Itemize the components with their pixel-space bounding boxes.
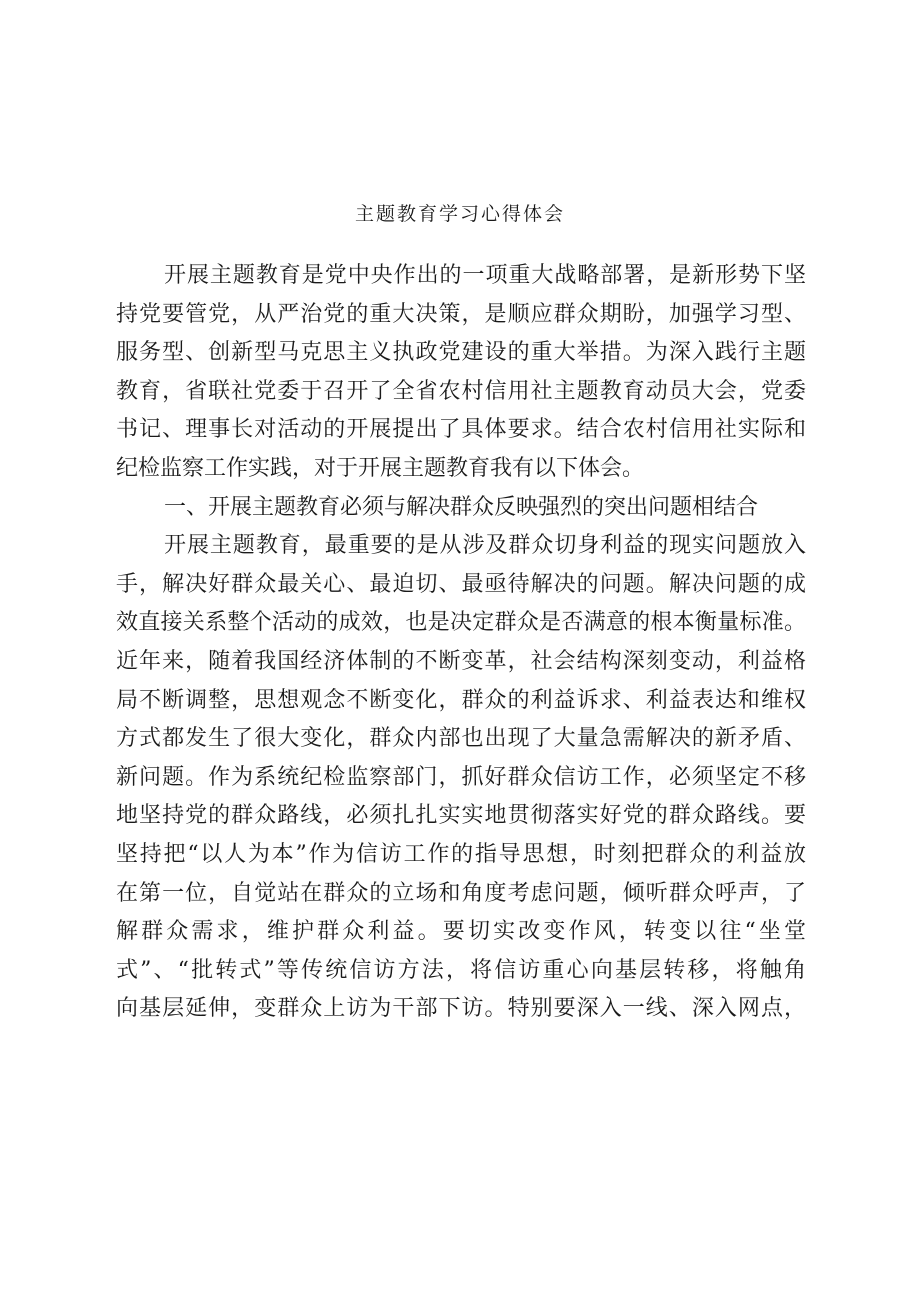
paragraph-line: 在第一位，自觉站在群众的立场和角度考虑问题，倾听群众呼声，了: [116, 880, 806, 906]
paragraph-line: 书记、理事长对活动的开展提出了具体要求。结合农村信用社实际和: [116, 417, 806, 443]
section-heading: 一、开展主题教育必须与解决群众反映强烈的突出问题相结合: [164, 494, 759, 520]
paragraph-line: 式”、“批转式”等传统信访方法，将信访重心向基层转移，将触角: [116, 957, 806, 983]
paragraph-line: 向基层延伸，变群众上访为干部下访。特别要深入一线、深入网点，: [116, 996, 806, 1022]
paragraph-line: 局不断调整，思想观念不断变化，群众的利益诉求、利益表达和维权: [116, 687, 806, 713]
paragraph-line: 解群众需求，维护群众利益。要切实改变作风，转变以往“坐堂: [116, 919, 806, 945]
paragraph-line: 新问题。作为系统纪检监察部门，抓好群众信访工作，必须坚定不移: [116, 764, 806, 790]
paragraph-line: 坚持把“以人为本”作为信访工作的指导思想，时刻把群众的利益放: [116, 841, 806, 867]
paragraph-line: 教育，省联社党委于召开了全省农村信用社主题教育动员大会，党委: [116, 378, 806, 404]
paragraph-line: 持党要管党，从严治党的重大决策，是顺应群众期盼，加强学习型、: [116, 301, 806, 327]
paragraph-line: 纪检监察工作实践，对于开展主题教育我有以下体会。: [116, 455, 645, 481]
paragraph-line: 手，解决好群众最关心、最迫切、最亟待解决的问题。解决问题的成: [116, 571, 806, 597]
paragraph-line: 方式都发生了很大变化，群众内部也出现了大量急需解决的新矛盾、: [116, 726, 806, 752]
paragraph-line: 近年来，随着我国经济体制的不断变革，社会结构深刻变动，利益格: [116, 648, 806, 674]
document-body: [116, 257, 806, 1029]
paragraph-line: 开展主题教育，最重要的是从涉及群众切身利益的现实问题放入: [164, 533, 806, 559]
paragraph-line: 开展主题教育是党中央作出的一项重大战略部署，是新形势下坚: [164, 263, 806, 288]
paragraph-line: 服务型、创新型马克思主义执政党建设的重大举措。为深入践行主题: [116, 340, 806, 366]
paragraph-line: 地坚持党的群众路线，必须扎扎实实地贯彻落实好党的群众路线。要: [116, 803, 806, 829]
document-title: 主题教育学习心得体会: [354, 203, 565, 225]
paragraph-line: 效直接关系整个活动的成效，也是决定群众是否满意的根本衡量标准。: [116, 610, 806, 636]
